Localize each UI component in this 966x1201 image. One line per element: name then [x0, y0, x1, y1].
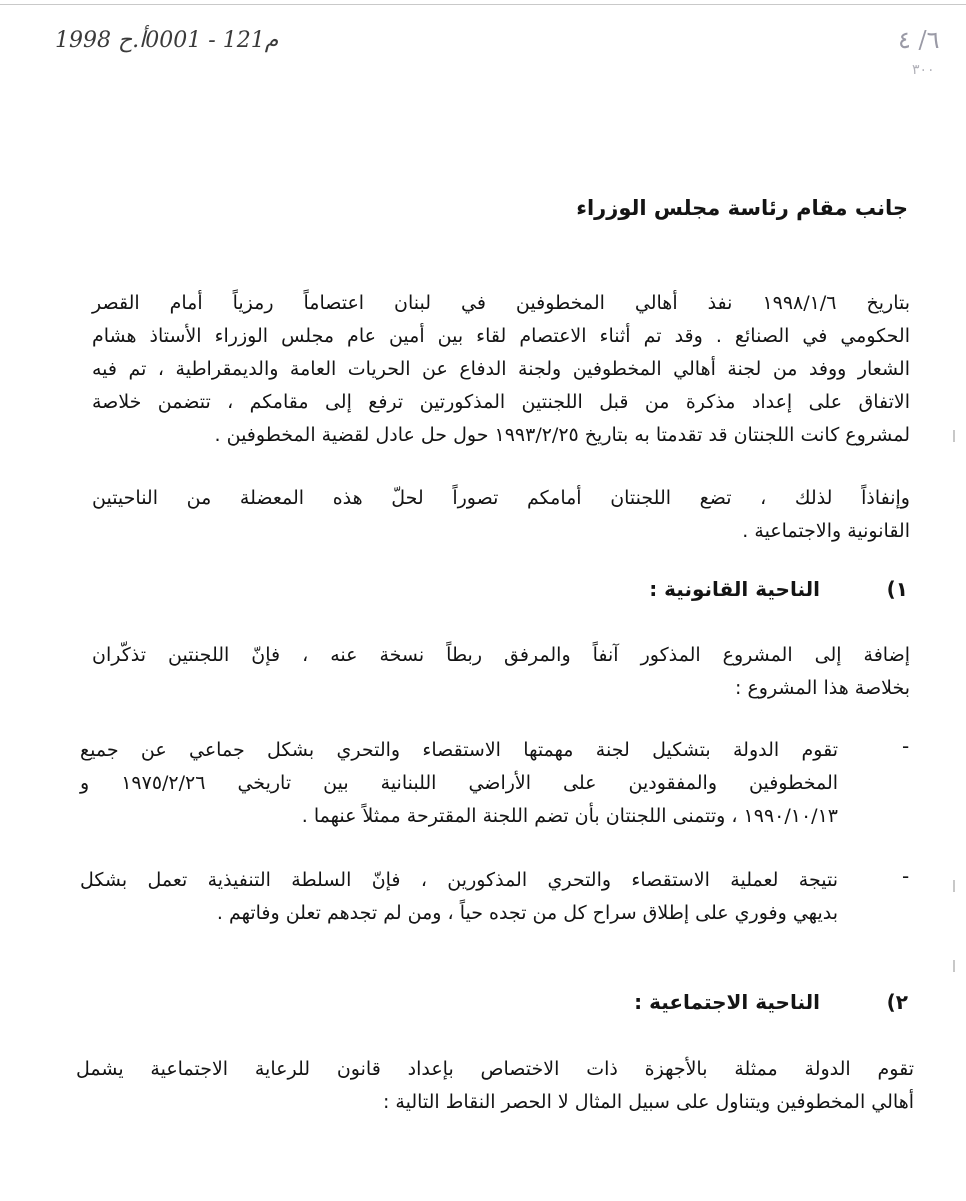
paragraph-line: بخلاصة هذا المشروع :	[735, 677, 910, 699]
context-paragraph	[92, 482, 910, 548]
section-1-item-1	[80, 734, 838, 833]
section-2-paragraph	[76, 1053, 914, 1119]
scan-edge-mark	[953, 430, 955, 442]
paragraph-line: تقوم الدولة ممثلة بالأجهزة ذات الاختصاص بإعداد قانون للرعاية الاجتماعية يشمل	[76, 1058, 914, 1080]
list-item-line: المخطوفين والمفقودين على الأراضي اللبنانية بين تاريخي ١٩٧٥/٢/٢٦ و	[80, 772, 839, 794]
list-bullet: -	[902, 734, 910, 758]
section-1-intro	[92, 639, 910, 705]
paragraph-line: الاتفاق على إعداد مذكرة من قبل اللجنتين المذكورتين ترفع إلى مقامكم ، تتضمن خلاصة	[92, 391, 910, 413]
paragraph-line: لمشروع كانت اللجنتان قد تقدمتا به بتاريخ ١٩٩٣/٢/٢٥ حول حل عادل لقضية المخطوفين .	[214, 424, 910, 446]
paragraph-line: الحكومي في الصنائع . وقد تم أثناء الاعتصام لقاء بين أمين عام مجلس الوزراء الأستاذ هشام	[92, 325, 910, 347]
paragraph-line: أهالي المخطوفين ويتناول على سبيل المثال لا الحصر النقاط التالية :	[382, 1091, 914, 1113]
handwritten-corner-mark-faint: ٣٠٠	[912, 62, 935, 78]
list-bullet: -	[902, 864, 910, 888]
section-1-title: الناحية القانونية :	[649, 577, 820, 601]
list-item-line: تقوم الدولة بتشكيل لجنة مهمتها الاستقصاء والتحري بشكل جماعي عن جميع	[80, 739, 838, 761]
paragraph-line: وإنفاذاً لذلك ، تضع اللجنتان أمامكم تصوراً لحلّ هذه المعضلة من الناحيتين	[92, 487, 910, 509]
handwritten-reference-note: 1998 م121 - 0001أ.ح	[55, 28, 279, 53]
section-2-number: ٢)	[886, 990, 908, 1014]
section-2-title: الناحية الاجتماعية :	[634, 990, 820, 1014]
paragraph-line: الشعار ووفد من لجنة أهالي المخطوفين ولجنة الدفاع عن الحريات العامة والديمقراطية ، تم فيه	[92, 358, 910, 380]
paragraph-line: بتاريخ ١٩٩٨/١/٦ نفذ أهالي المخطوفين في لبنان اعتصاماً رمزياً أمام القصر	[92, 292, 910, 314]
top-border-line	[0, 4, 966, 5]
paragraph-line: القانونية والاجتماعية .	[742, 520, 910, 542]
scan-edge-mark	[953, 960, 955, 972]
letter-salutation: جانب مقام رئاسة مجلس الوزراء	[576, 196, 908, 220]
intro-paragraph	[92, 287, 910, 452]
list-item-line: نتيجة لعملية الاستقصاء والتحري المذكورين ، فإنّ السلطة التنفيذية تعمل بشكل	[80, 869, 838, 891]
scan-edge-mark	[953, 880, 955, 892]
list-item-line: ١٩٩٠/١٠/١٣ ، وتتمنى اللجنتان بأن تضم اللجنة المقترحة ممثلاً عنهما .	[301, 805, 838, 827]
handwritten-corner-mark: ٦/ ٤	[898, 26, 940, 54]
paragraph-line: إضافة إلى المشروع المذكور آنفاً والمرفق ربطاً نسخة عنه ، فإنّ اللجنتين تذكّران	[92, 644, 910, 666]
section-1-number: ١)	[886, 577, 908, 601]
section-1-item-2	[80, 864, 838, 930]
list-item-line: بديهي وفوري على إطلاق سراح كل من تجده حياً ، ومن لم تجدهم تعلن وفاتهم .	[216, 902, 838, 924]
